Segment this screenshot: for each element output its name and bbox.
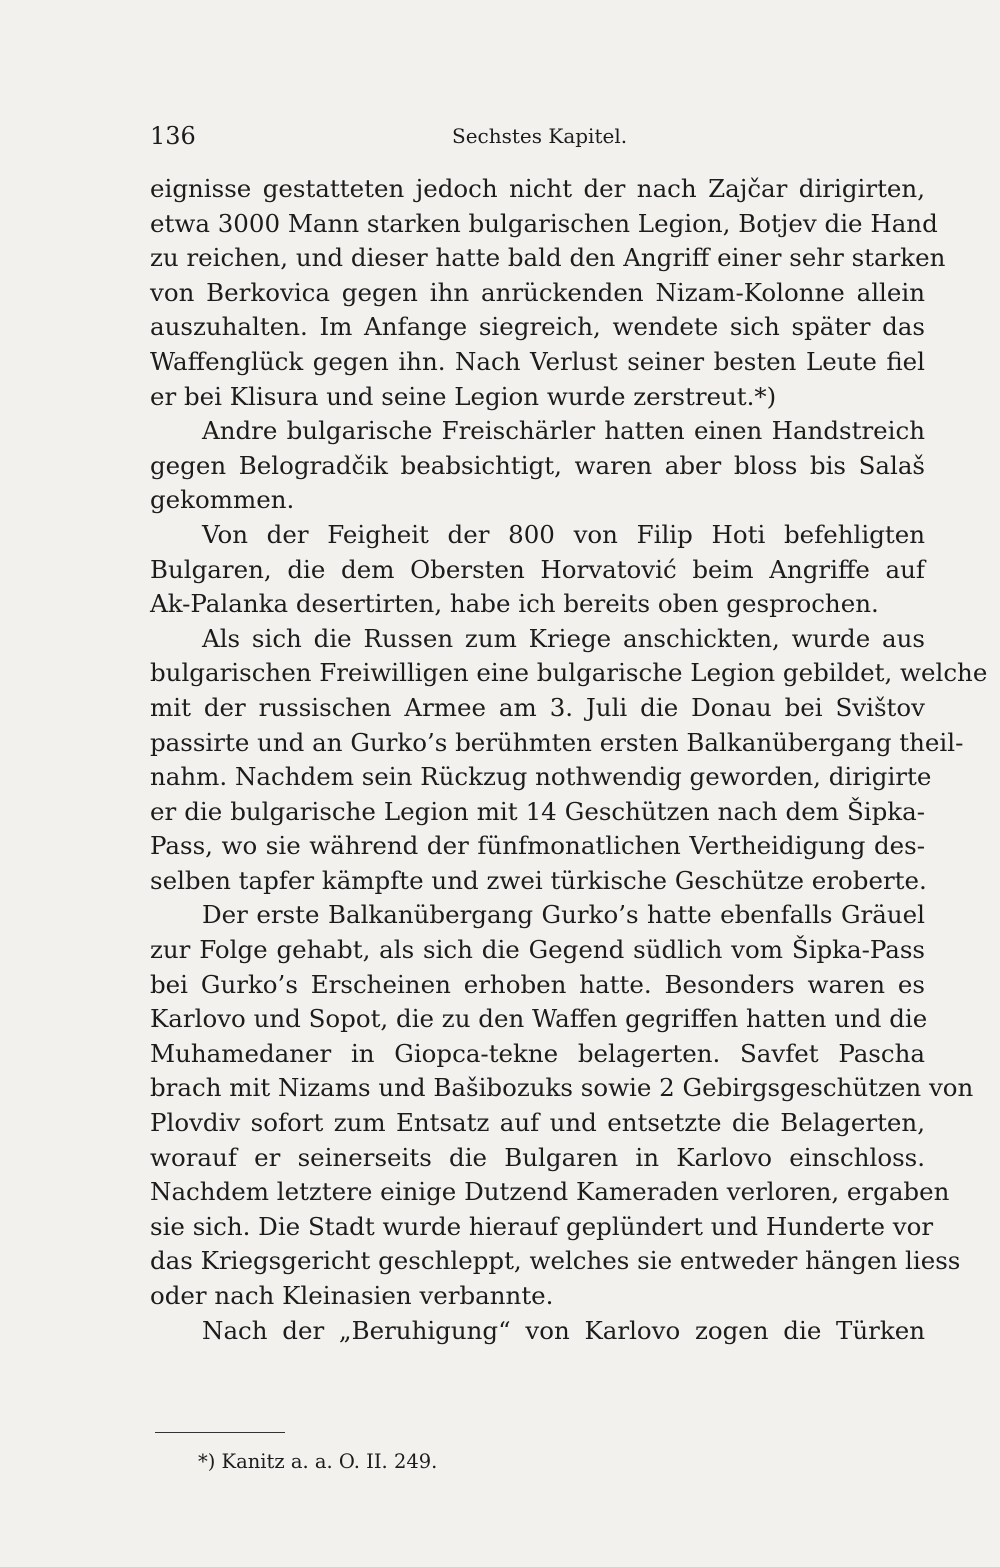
text-line: Der erste Balkanübergang Gurko’s hatte ebenfalls Gräuel xyxy=(202,900,925,930)
text-line: Bulgaren, die dem Obersten Horvatović beim Angriffe auf xyxy=(150,554,925,584)
text-line: Nach der „Beruhigung“ von Karlovo zogen die Türken xyxy=(202,1315,925,1345)
text-line: worauf er seinerseits die Bulgaren in Karlovo einschloss. xyxy=(150,1142,925,1172)
text-line: er bei Klisura und seine Legion wurde zerstreut.*) xyxy=(150,381,777,411)
text-line: etwa 3000 Mann starken bulgarischen Legion, Botjev die Hand xyxy=(150,208,938,238)
text-line: oder nach Kleinasien verbannte. xyxy=(150,1281,554,1310)
text-line: Andre bulgarische Freischärler hatten einen Handstreich xyxy=(202,416,925,446)
text-line: gegen Belogradčik beabsichtigt, waren aber bloss bis Salaš xyxy=(150,450,925,480)
text-line: brach mit Nizams und Bašibozuks sowie 2 Gebirgsgeschützen von xyxy=(150,1073,974,1103)
text-line: Als sich die Russen zum Kriege anschickten, wurde aus xyxy=(202,623,925,653)
running-head: Sechstes Kapitel. xyxy=(452,124,628,148)
footnote: *) Kanitz a. a. O. II. 249. xyxy=(198,1450,438,1473)
text-line: Nachdem letztere einige Dutzend Kameraden verloren, ergaben xyxy=(150,1177,950,1207)
page-header xyxy=(150,122,630,154)
text-line: das Kriegsgericht geschleppt, welches sie entweder hängen liess xyxy=(150,1246,961,1276)
text-line: Waffenglück gegen ihn. Nach Verlust seiner besten Leute fiel xyxy=(150,346,925,376)
text-line: selben tapfer kämpfte und zwei türkische Geschütze eroberte. xyxy=(150,865,927,895)
text-line: sie sich. Die Stadt wurde hierauf geplündert und Hunderte vor xyxy=(150,1211,934,1241)
body-text xyxy=(150,172,988,1348)
text-line: er die bulgarische Legion mit 14 Geschützen nach dem Šipka- xyxy=(150,796,925,826)
text-line: Muhamedaner in Giopca-tekne belagerten. Savfet Pascha xyxy=(150,1038,925,1068)
text-line: Ak-Palanka desertirten, habe ich bereits oben gesprochen. xyxy=(150,589,879,619)
text-line: bei Gurko’s Erscheinen erhoben hatte. Besonders waren es xyxy=(150,969,925,999)
text-line: nahm. Nachdem sein Rückzug nothwendig geworden, dirigirte xyxy=(150,762,932,792)
text-line: Von der Feigheit der 800 von Filip Hoti befehligten xyxy=(202,519,925,549)
text-line: passirte und an Gurko’s berühmten ersten Balkanübergang theil- xyxy=(150,727,964,757)
page-number: 136 xyxy=(150,122,196,150)
text-line: eignisse gestatteten jedoch nicht der nach Zajčar dirigirten, xyxy=(150,174,925,203)
text-line: zu reichen, und dieser hatte bald den Angriff einer sehr starken xyxy=(150,243,946,273)
text-line: bulgarischen Freiwilligen eine bulgarische Legion gebildet, welche xyxy=(150,658,988,688)
text-line: Karlovo und Sopot, die zu den Waffen gegriffen hatten und die xyxy=(150,1004,928,1034)
text-line: mit der russischen Armee am 3. Juli die Donau bei Svištov xyxy=(150,692,925,722)
text-line: zur Folge gehabt, als sich die Gegend südlich vom Šipka-Pass xyxy=(150,935,925,965)
text-line: gekommen. xyxy=(150,485,295,515)
footnote-divider xyxy=(155,1432,285,1433)
text-line: Pass, wo sie während der fünfmonatlichen Vertheidigung des- xyxy=(150,831,925,861)
text-line: von Berkovica gegen ihn anrückenden Nizam-Kolonne allein xyxy=(150,277,925,307)
text-line: auszuhalten. Im Anfange siegreich, wendete sich später das xyxy=(150,312,925,342)
text-line: Plovdiv sofort zum Entsatz auf und entsetzte die Belagerten, xyxy=(150,1108,925,1138)
